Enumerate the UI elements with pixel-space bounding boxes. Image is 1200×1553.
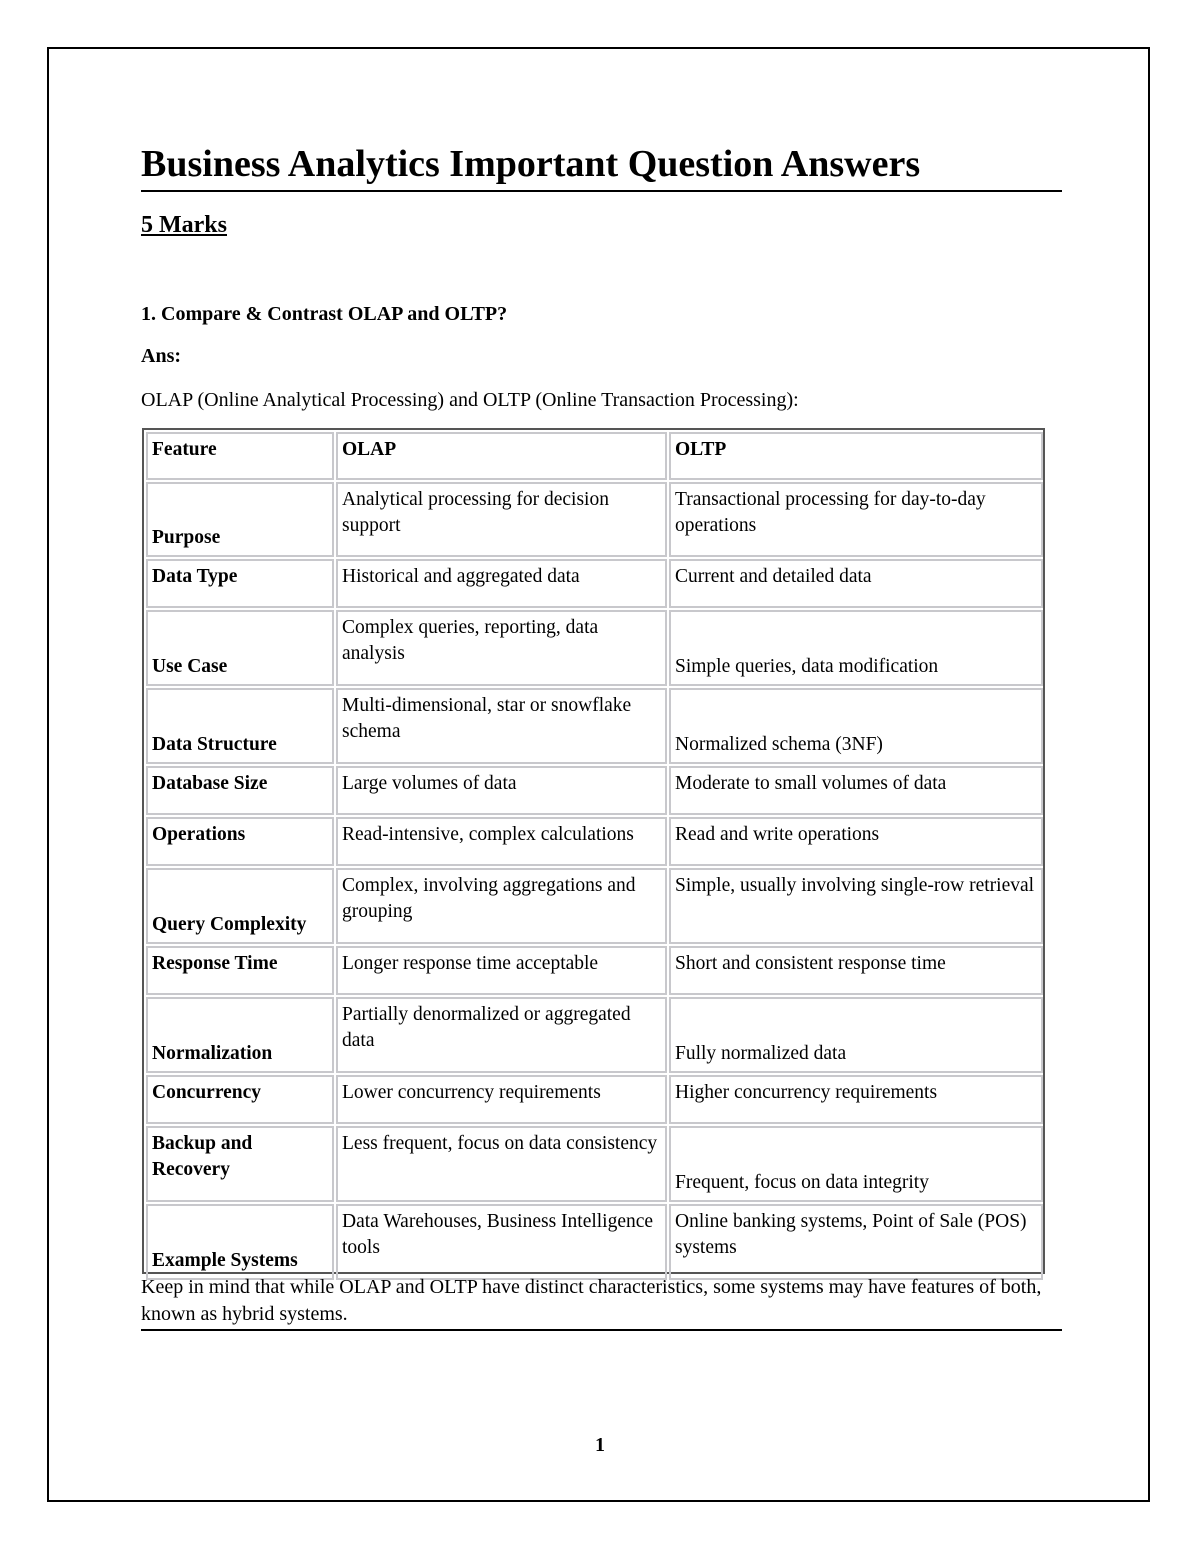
feature-cell: Normalization [146,997,334,1073]
olap-cell: Partially denormalized or aggregated data [336,997,667,1073]
feature-cell: Database Size [146,766,334,815]
feature-cell: Concurrency [146,1075,334,1124]
olap-cell: Multi-dimensional, star or snowflake schema [336,688,667,764]
oltp-cell: Higher concurrency requirements [669,1075,1043,1124]
table-row [146,1204,1043,1280]
table-row [146,688,1043,764]
oltp-cell: Online banking systems, Point of Sale (POS) systems [669,1204,1043,1280]
table-row [146,482,1043,557]
olap-cell: Read-intensive, complex calculations [336,817,667,866]
oltp-cell: Moderate to small volumes of data [669,766,1043,815]
olap-cell: Less frequent, focus on data consistency [336,1126,667,1202]
header-olap: OLAP [336,432,667,480]
olap-cell: Lower concurrency requirements [336,1075,667,1124]
feature-cell: Data Type [146,559,334,608]
table-header-row [146,432,1043,480]
header-oltp: OLTP [669,432,1043,480]
oltp-cell: Transactional processing for day-to-day operations [669,482,1043,557]
comparison-table [142,428,1045,1274]
table-row [146,610,1043,686]
comparison-table-grid [144,430,1045,1282]
olap-cell: Analytical processing for decision support [336,482,667,557]
table-row [146,766,1043,815]
olap-cell: Complex queries, reporting, data analysis [336,610,667,686]
olap-cell: Large volumes of data [336,766,667,815]
oltp-cell: Read and write operations [669,817,1043,866]
table-row [146,946,1043,995]
oltp-cell: Short and consistent response time [669,946,1043,995]
feature-cell: Example Systems [146,1204,334,1280]
oltp-cell: Simple, usually involving single-row retrieval [669,868,1043,944]
page-number: 1 [595,1434,605,1456]
olap-cell: Historical and aggregated data [336,559,667,608]
table-row [146,997,1043,1073]
oltp-cell: Fully normalized data [669,997,1043,1073]
olap-cell: Data Warehouses, Business Intelligence tools [336,1204,667,1280]
feature-cell: Use Case [146,610,334,686]
olap-cell: Complex, involving aggregations and grouping [336,868,667,944]
closing-note: Keep in mind that while OLAP and OLTP have distinct characteristics, some systems may have features of both, known as hybrid systems. [141,1274,1062,1331]
oltp-cell: Simple queries, data modification [669,610,1043,686]
answer-label: Ans: [141,345,182,367]
feature-cell: Backup and Recovery [146,1126,334,1202]
table-row [146,1126,1043,1202]
feature-cell: Query Complexity [146,868,334,944]
oltp-cell: Current and detailed data [669,559,1043,608]
header-feature: Feature [146,432,334,480]
intro-text: OLAP (Online Analytical Processing) and OLTP (Online Transaction Processing): [141,389,799,411]
document-title: Business Analytics Important Question Answers [141,140,1062,192]
feature-cell: Operations [146,817,334,866]
feature-cell: Response Time [146,946,334,995]
olap-cell: Longer response time acceptable [336,946,667,995]
table-row [146,868,1043,944]
oltp-cell: Normalized schema (3NF) [669,688,1043,764]
table-row [146,817,1043,866]
section-heading: 5 Marks [141,212,227,238]
table-row [146,559,1043,608]
feature-cell: Data Structure [146,688,334,764]
oltp-cell: Frequent, focus on data integrity [669,1126,1043,1202]
table-row [146,1075,1043,1124]
feature-cell: Purpose [146,482,334,557]
question-text: 1. Compare & Contrast OLAP and OLTP? [141,303,508,325]
